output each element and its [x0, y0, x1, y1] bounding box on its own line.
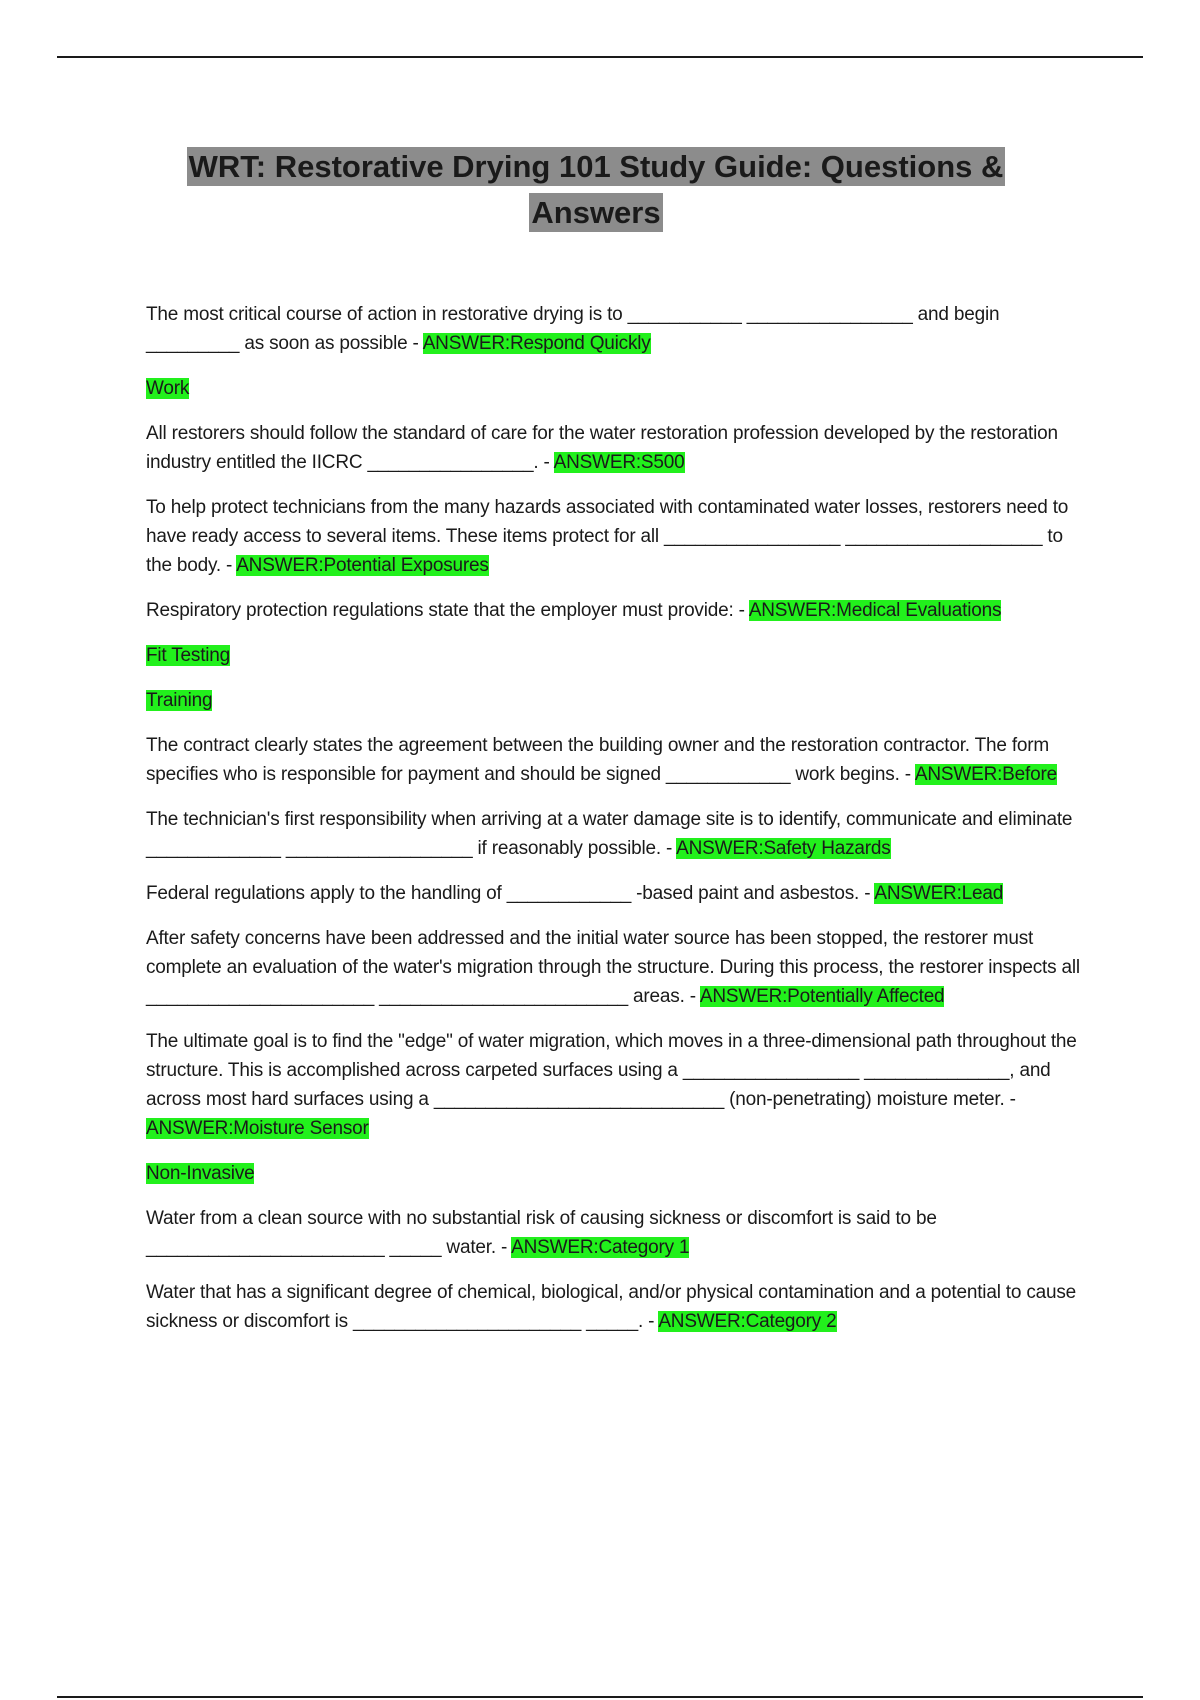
qa-item [146, 596, 1091, 625]
question-text: Water that has a significant degree of chemical, biological, and/or physical contamination and a potential to cause sickness or discomfort is ______________________ _____. - [146, 1282, 1077, 1332]
qa-item [146, 300, 1091, 358]
question-text: All restorers should follow the standard of care for the water restoration profession developed by the restoration industry entitled the IICRC ________________. - [146, 423, 1058, 473]
qa-item [146, 419, 1091, 477]
question-text: The contract clearly states the agreement between the building owner and the restoration contractor. The form specifies who is responsible for payment and should be signed ____________ work begins. - [146, 735, 1050, 785]
bottom-rule [57, 1696, 1143, 1698]
answer-continuation [146, 1159, 1091, 1188]
answer-text: ANSWER:Category 1 [511, 1237, 690, 1258]
answer-text: Training [146, 690, 213, 711]
question-text: Federal regulations apply to the handling of ____________ -based paint and asbestos. - [146, 883, 875, 904]
answer-text: Fit Testing [146, 645, 231, 666]
answer-continuation [146, 374, 1091, 403]
answer-continuation [146, 686, 1091, 715]
question-text: The most critical course of action in restorative drying is to ___________ ________________ and begin _________ as soon as possible - [146, 304, 1000, 354]
answer-text: ANSWER:Medical Evaluations [748, 600, 1002, 621]
document-title [146, 144, 1046, 236]
answer-text: ANSWER:Lead [874, 883, 1004, 904]
answer-text: ANSWER:Before [914, 764, 1057, 785]
answer-text: Work [146, 378, 190, 399]
document-title-text: WRT: Restorative Drying 101 Study Guide: Questions & Answers [188, 149, 1004, 230]
answer-text: ANSWER:Respond Quickly [422, 333, 651, 354]
answer-text: Non-Invasive [146, 1163, 255, 1184]
question-text: Water from a clean source with no substantial risk of causing sickness or discomfort is said to be _______________________ _____ water. - [146, 1208, 937, 1258]
question-text: The technician's first responsibility when arriving at a water damage site is to identify, communicate and eliminate _____________ __________________ if reasonably possible. - [146, 809, 1073, 859]
qa-item [146, 1278, 1091, 1336]
answer-text: ANSWER:Category 2 [658, 1311, 837, 1332]
top-rule [57, 56, 1143, 58]
answer-text: ANSWER:Potential Exposures [236, 555, 489, 576]
qa-item [146, 493, 1091, 580]
qa-item [146, 879, 1091, 908]
answer-text: ANSWER:Potentially Affected [699, 986, 945, 1007]
question-text: To help protect technicians from the many hazards associated with contaminated water losses, restorers need to have ready access to several items. These items protect for all _________________ ___________________ to the body. - [146, 497, 1069, 576]
qa-list [146, 300, 1091, 1352]
question-text: The ultimate goal is to find the "edge" of water migration, which moves in a three-dimensional path throughout the structure. This is accomplished across carpeted surfaces using a _________________ ______________, and across most hard surfaces using a ____________________________ (non-penetrating) moisture meter. - [146, 1031, 1077, 1110]
question-text: Respiratory protection regulations state that the employer must provide: - [146, 600, 749, 621]
qa-item [146, 1204, 1091, 1262]
qa-item [146, 1027, 1091, 1143]
qa-item [146, 805, 1091, 863]
answer-text: ANSWER:Safety Hazards [676, 838, 891, 859]
qa-item [146, 731, 1091, 789]
qa-item [146, 924, 1091, 1011]
answer-text: ANSWER:Moisture Sensor [146, 1118, 369, 1139]
question-text: After safety concerns have been addressed and the initial water source has been stopped, the restorer must complete an evaluation of the water's migration through the structure. During this process, the restorer inspects all ______________________ ________________________ areas. - [146, 928, 1080, 1007]
answer-text: ANSWER:S500 [553, 452, 685, 473]
answer-continuation [146, 641, 1091, 670]
